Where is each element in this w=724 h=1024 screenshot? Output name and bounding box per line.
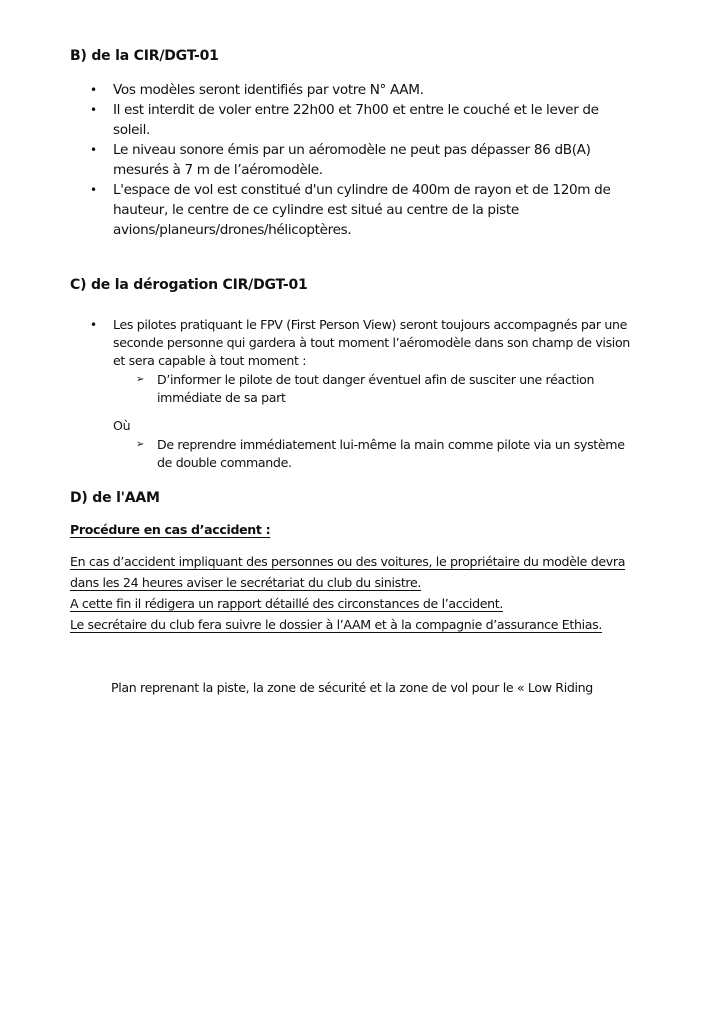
paragraph-line: dans les 24 heures aviser le secrétariat du club du sinistre. [70,575,422,590]
bullet-icon: • [90,143,98,157]
list-item-line: et sera capable à tout moment : [113,353,307,368]
list-item-line: hauteur, le centre de ce cylindre est situé au centre de la piste [113,202,519,218]
list-item-line: avions/planeurs/drones/hélicoptères. [113,222,352,238]
paragraph-line: Le secrétaire du club fera suivre le dossier à l’AAM et à la compagnie d’assurance Ethias. [70,617,603,632]
section-c-heading: C) de la dérogation CIR/DGT-01 [70,277,308,293]
bullet-icon: • [90,183,98,197]
arrow-bullet-icon: ➢ [136,439,145,450]
list-item-line: Les pilotes pratiquant le FPV (First Person View) seront toujours accompagnés par une [113,317,628,332]
list-item-line: Vos modèles seront identifiés par votre N° AAM. [113,82,424,98]
list-item-line: Il est interdit de voler entre 22h00 et 7h00 et entre le couché et le lever de [113,102,599,118]
list-item-line: mesurés à 7 m de l’aéromodèle. [113,162,323,178]
paragraph-line: En cas d’accident impliquant des personnes ou des voitures, le propriétaire du modèle devra [70,554,626,569]
sub-item-line: De reprendre immédiatement lui-même la main comme pilote via un système [157,437,625,452]
bullet-icon: • [90,83,98,97]
section-b-heading: B) de la CIR/DGT-01 [70,48,219,64]
arrow-bullet-icon: ➢ [136,374,145,385]
bullet-icon: • [90,318,98,332]
sub-item-line: immédiate de sa part [157,390,286,405]
sub-item-line: D’informer le pilote de tout danger éventuel afin de susciter une réaction [157,372,595,387]
list-item-line: soleil. [113,122,150,138]
list-item-line: Le niveau sonore émis par un aéromodèle ne peut pas dépasser 86 dB(A) [113,142,591,158]
section-d-heading: D) de l'AAM [70,490,160,506]
bullet-icon: • [90,103,98,117]
connector-text: Où [113,418,131,433]
list-item-line: seconde personne qui gardera à tout moment l’aéromodèle dans son champ de vision [113,335,630,350]
list-item-line: L'espace de vol est constitué d'un cylindre de 400m de rayon et de 120m de [113,182,611,198]
plan-caption: Plan reprenant la piste, la zone de sécurité et la zone de vol pour le « Low Riding [111,680,593,695]
sub-item-line: de double commande. [157,455,292,470]
accident-procedure-subheading: Procédure en cas d’accident : [70,522,271,537]
paragraph-line: A cette fin il rédigera un rapport détaillé des circonstances de l’accident. [70,596,503,611]
